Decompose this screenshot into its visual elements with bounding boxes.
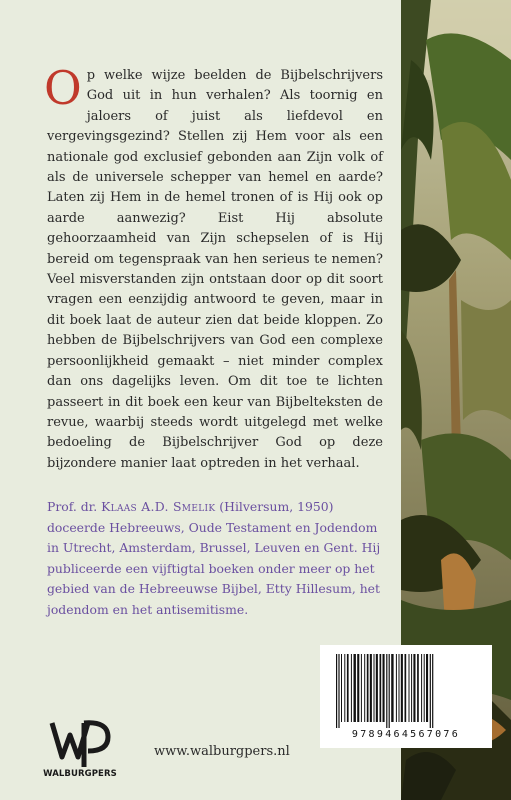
barcode-bar [341, 654, 342, 722]
barcode-bar [391, 654, 393, 722]
barcode-bar [361, 654, 362, 722]
bio-text: (Hilversum, 1950) doceerde Hebreeuws, Oude Testament en Jodendom in Utrecht, Amsterdam, Brussel, Leuven en Gent. Hij publiceerde een vijftigtal boeken onder meer op het gebied van de Hebreeuwse Bijbel, Etty Hillesum, het jodendom en het antisemitisme. [47, 499, 381, 617]
barcode-bar [405, 654, 407, 722]
barcode-bar [389, 654, 390, 728]
barcode-bar [424, 654, 425, 722]
barcode-bar [417, 654, 419, 722]
barcode-bar [396, 654, 397, 722]
barcode-bar [413, 654, 415, 722]
bio-prefix: Prof. dr. [47, 499, 102, 514]
blurb-paragraph [44, 61, 383, 474]
barcode-bar [411, 654, 412, 722]
barcode-bar [421, 654, 422, 722]
barcode-bar [347, 654, 349, 722]
blurb-text: p welke wijze beelden de Bijbelschrijvers God uit in hun verhalen? Als toornig en jaloers of juist als liefdevol en vergevingsgezind? Stellen zij Hem voor als een nationale god exclusief gebonden aan Zijn volk of als de universele schepper van hemel en aarde? Laten zij Hem in de hemel tronen of is Hij ook op aarde aanwezig? Eist Hij absolute gehoorzaamheid van Zijn schepselen of is Hij bereid om tegenspraak van hen serieus te nemen? Veel misverstanden zijn ontstaan door op dit soort vragen een eenzijdig antwoord te geven, maar in dit boek laat de auteur zien dat beide kloppen. Zo hebben de Bijbelschrijvers van God een complexe persoonlijkheid gemaakt – niet minder complex dan ons dagelijks leven. Om dit toe te lichten passeert in dit boek een keur van Bijbelteksten de revue, waarbij steeds wordt uitgelegd met welke bedoeling de Bijbelschrijver God op deze bijzondere manier laat optreden in het verhaal. [47, 68, 383, 471]
barcode-bar [338, 654, 339, 728]
author-name: Klaas A.D. Smelik [101, 499, 216, 514]
barcode-bar [364, 654, 365, 722]
barcode-bars [336, 654, 476, 728]
barcode-bar [430, 654, 431, 728]
barcode-bar [386, 654, 387, 728]
barcode-bar [409, 654, 410, 722]
barcode-bar [376, 654, 378, 722]
barcode-bar [426, 654, 428, 722]
barcode-bar [401, 654, 403, 722]
barcode-bar [344, 654, 345, 722]
barcode-bar [357, 654, 359, 722]
barcode-bar [351, 654, 352, 722]
barcode-bar [354, 654, 356, 722]
barcode-bar [370, 654, 372, 722]
barcode-bar [336, 654, 337, 728]
publisher-name: WALBURGPERS [43, 769, 117, 779]
isbn-barcode [320, 645, 492, 748]
author-bio [47, 497, 387, 620]
barcode-bar [383, 654, 385, 722]
drop-cap: O [44, 61, 82, 115]
barcode-bar [399, 654, 400, 722]
publisher-logo-icon [44, 717, 116, 777]
barcode-bar [380, 654, 382, 722]
publisher-website[interactable]: www.walburgpers.nl [154, 744, 290, 759]
barcode-bar [367, 654, 369, 722]
barcode-bar [432, 654, 433, 728]
isbn-number: 9789464567076 [351, 729, 461, 740]
barcode-bar [374, 654, 375, 722]
